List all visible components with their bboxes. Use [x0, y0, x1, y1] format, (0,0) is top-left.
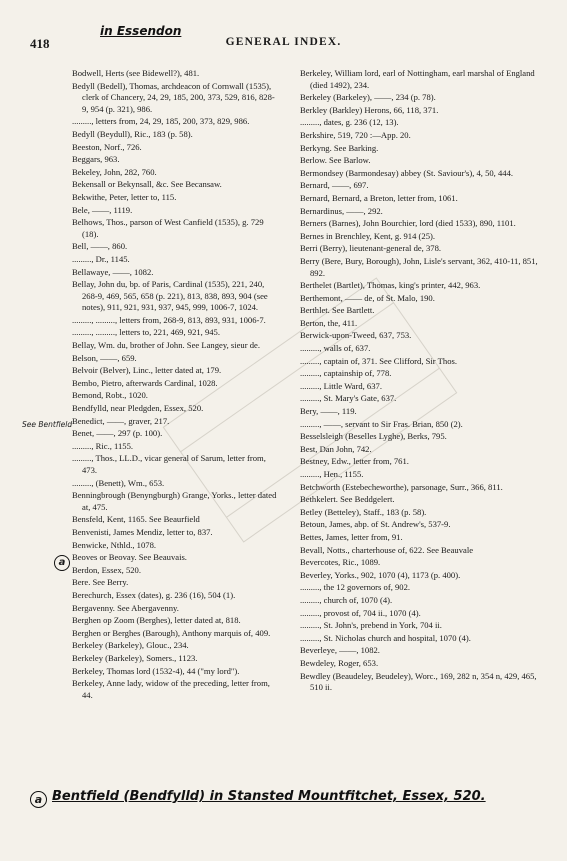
index-entry: Bendfylld, near Pledgden, Essex, 520. [72, 403, 204, 414]
index-entry: Bekwithe, Peter, letter to, 115. [72, 191, 177, 202]
index-entry: Berkeley, William lord, earl of Nottingham, earl marshal of England (died 1492), 234. [300, 68, 535, 90]
index-entry: Benwicke, Nthld., 1078. [72, 539, 157, 550]
index-entry: Berkley (Barkley) Herons, 66, 118, 371. [300, 104, 439, 115]
index-entry: Belvoir (Belver), Linc., letter dated at, 179. [72, 365, 222, 376]
index-entry: Berkshire, 519, 720 :—App. 20. [300, 129, 411, 140]
index-entry: Benvenisti, James Mendiz, letter to, 837. [72, 526, 213, 537]
index-entry: ........., captainship of, 778. [300, 368, 392, 379]
index-entry: Bemond, Robt., 1020. [72, 390, 148, 401]
index-entry: Betchworth (Estebecheworthe), parsonage, Surr., 366, 811. [300, 481, 503, 492]
index-entry: ........., St. John's, prebend in York, 704 ii. [300, 620, 442, 631]
index-column-left [72, 68, 278, 702]
index-entry: ........., provost of, 704 ii., 1070 (4). [300, 607, 421, 618]
index-entry: ........., Dr., 1145. [72, 253, 130, 264]
index-entry: ........., the 12 governors of, 902. [300, 582, 411, 593]
index-entry: ........., letters from, 24, 29, 185, 200, 373, 829, 986. [72, 116, 250, 127]
index-entry: ........., walls of, 637. [300, 343, 371, 354]
index-entry: Bekeley, John, 282, 760. [72, 166, 157, 177]
index-entry: Beverleye, ——, 1082. [300, 645, 380, 656]
index-entry: Bernard, Bernard, a Breton, letter from, 1061. [300, 192, 458, 203]
index-entry: Bevercotes, Ric., 1089. [300, 557, 381, 568]
index-entry: Berkeley (Barkeley), ——, 234 (p. 78). [300, 92, 436, 103]
index-entry: Bergavenny. See Abergavenny. [72, 602, 179, 613]
index-entry: Bembo, Pietro, afterwards Cardinal, 1028. [72, 377, 218, 388]
index-entry: Berthelet (Bartlet), Thomas, king's printer, 442, 963. [300, 280, 481, 291]
index-entry: Bele, ——, 1119. [72, 204, 133, 215]
index-entry: Benet, ——, 297 (p. 100). [72, 428, 163, 439]
index-entry: ........., ........., letters to, 221, 469, 921, 945. [72, 327, 220, 338]
index-entry: Betoun, James, abp. of St. Andrew's, 537-9. [300, 519, 451, 530]
page-title: GENERAL INDEX. [225, 36, 342, 48]
index-entry: ........., dates, g. 236 (12, 13). [300, 117, 399, 128]
index-entry: Berkeley (Barkeley), Glouc., 234. [72, 640, 189, 651]
index-entry: ........., (Benett), Wm., 653. [72, 477, 165, 488]
index-entry: ........., ——, servant to Sir Fras. Brian, 850 (2). [300, 418, 463, 429]
index-entry: Beggars, 963. [72, 154, 120, 165]
index-entry: ........., Thos., LL.D., vicar general of Sarum, letter from, 473. [72, 453, 266, 475]
index-entry: Bodwell, Herts (see Bidewell?), 481. [72, 68, 200, 78]
index-entry: Berdon, Essex, 520. [72, 564, 141, 575]
index-entry: Beoves or Beovay. See Beauvais. [72, 552, 187, 563]
index-entry: Berkeley, Anne lady, widow of the preceding, letter from, 44. [72, 678, 270, 700]
index-entry: Bedyll (Bedell), Thomas, archdeacon of Cornwall (1535), clerk of Chancery, 24, 29, 185, 200, 373, 529, 816, 828-9, 954 (p. 321), 986. [72, 80, 275, 114]
handwritten-annotation-top: in Essendon [100, 24, 182, 38]
index-entry: Berwick-upon-Tweed, 637, 753. [300, 330, 412, 341]
index-entry: ........., St. Nicholas church and hospital, 1070 (4). [300, 632, 471, 643]
index-entry: Bellawaye, ——, 1082. [72, 266, 154, 277]
index-entry: Berners (Barnes), John Bourchier, lord (died 1533), 890, 1101. [300, 218, 516, 229]
index-entry: ........., St. Mary's Gate, 637. [300, 393, 397, 404]
index-entry: Bettes, James, letter from, 91. [300, 531, 403, 542]
footnote-marker-a: a [30, 791, 47, 808]
page-number: 418 [30, 36, 50, 51]
index-entry: Beeston, Norf., 726. [72, 141, 142, 152]
index-entry: Benedict, ——, graver, 217. [72, 415, 170, 426]
index-entry: Bellay, Wm. du, brother of John. See Langey, sieur de. [72, 340, 260, 351]
index-entry: Berghen op Zoom (Berghes), letter dated at, 818. [72, 615, 241, 626]
index-entry: Bernardinus, ——, 292. [300, 205, 383, 216]
index-entry: Bewdley (Beaudeley, Beudeley), Worc., 169, 282 n, 354 n, 429, 465, 510 ii. [300, 670, 537, 693]
margin-note: See Bentfield [22, 420, 73, 429]
index-entry: Bensfeld, Kent, 1165. See Beaurfield [72, 514, 200, 525]
handwritten-footnote: Bentfield (Bendfylld) in Stansted Mountfitchet, Essex, 520. [52, 789, 486, 804]
index-entry: Bedyll (Beydull), Ric., 183 (p. 58). [72, 128, 193, 139]
index-entry: Best, Dan John, 742. [300, 443, 372, 454]
index-entry: Berghen or Berghes (Barough), Anthony marquis of, 409. [72, 627, 271, 638]
index-entry: ........., church of, 1070 (4). [300, 594, 393, 605]
index-entry: Berton, the, 411. [300, 317, 358, 328]
index-entry: ........., ........., letters from, 268-9, 813, 893, 931, 1006-7. [72, 314, 266, 325]
index-entry: Bethkelert. See Beddgelert. [300, 494, 395, 505]
index-entry: Berechurch, Essex (dates), g. 236 (16), 504 (1). [72, 589, 236, 600]
index-entry: Berkeley, Thomas lord (1532-4), 44 ("my lord"). [72, 665, 240, 676]
index-entry: ........., Little Ward, 637. [300, 380, 382, 391]
index-entry: Berthlet. See Bartlett. [300, 305, 375, 316]
index-entry: Bernes in Brenchley, Kent, g. 914 (25). [300, 230, 435, 241]
index-entry: Bewdeley, Roger, 653. [300, 657, 379, 668]
index-entry: Besselsleigh (Beselles Lyghe), Berks, 795. [300, 431, 447, 442]
index-entry: Benningbrough (Benyngburgh) Grange, Yorks., letter dated at, 475. [72, 490, 277, 512]
margin-marker-a: a [54, 555, 70, 571]
index-entry: Beverley, Yorks., 902, 1070 (4), 1173 (p. 400). [300, 569, 461, 580]
index-entry: Berry (Bere, Bury, Borough), John, Lisle's servant, 362, 410-11, 851, 892. [300, 255, 538, 278]
index-entry: Berlow. See Barlow. [300, 155, 371, 166]
index-entry: Bevall, Notts., charterhouse of, 622. See Beauvale [300, 544, 474, 555]
index-entry: Bere. See Berry. [72, 577, 129, 588]
index-entry: Bell, ——, 860. [72, 241, 128, 252]
index-entry: Berkyng. See Barking. [300, 142, 379, 153]
index-entry: Belhows, Thos., parson of West Canfield (1535), g. 729 (18). [72, 217, 264, 239]
index-entry: ........., Ric., 1155. [72, 440, 134, 451]
index-entry: Bestney, Edw., letter from, 761. [300, 456, 409, 467]
index-entry: Berri (Berry), lieutenant-general de, 378. [300, 243, 442, 254]
index-entry: ........., captain of, 371. See Clifford, Sir Thos. [300, 355, 457, 366]
index-entry: Berthemont, —— de, of St. Malo, 190. [300, 292, 435, 303]
index-entry: ........., Hen., 1155. [300, 469, 364, 479]
index-entry: Bellay, John du, bp. of Paris, Cardinal (1535), 221, 240, 268-9, 469, 565, 658 (p. 221), 813, 838, 893, 904 (see notes), 911, 921, 931, 937, 945, 999, 1006-7, 1024. [72, 279, 268, 313]
index-entry: Berkeley (Barkeley), Somers., 1123. [72, 652, 198, 663]
index-entry: Belson, ——, 659. [72, 352, 137, 363]
index-entry: Bernard, ——, 697. [300, 180, 369, 191]
index-entry: Bekensall or Bekynsall, &c. See Becansaw. [72, 179, 222, 190]
index-entry: Bery, ——, 119. [300, 406, 357, 417]
index-entry: Bermondsey (Barmondesay) abbey (St. Saviour's), 4, 50, 444. [300, 167, 514, 178]
index-column-right [300, 68, 538, 695]
index-entry: Betley (Betteley), Staff., 183 (p. 58). [300, 506, 427, 517]
